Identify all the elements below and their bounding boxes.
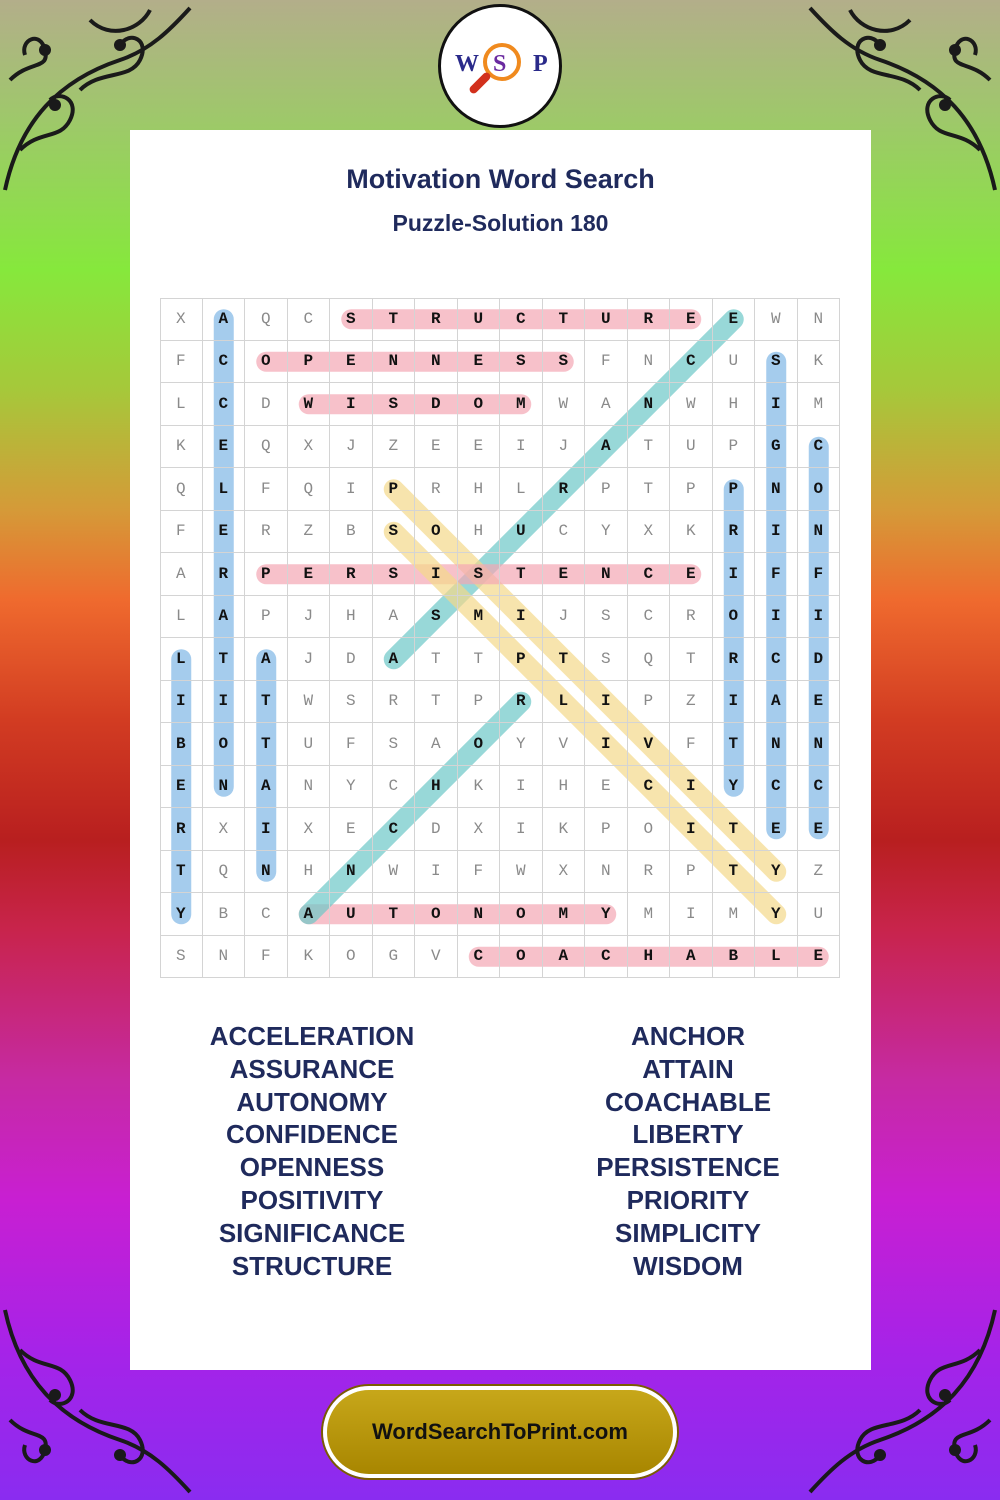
grid-cell[interactable]: K [288, 936, 331, 979]
word-list-item: COACHABLE [604, 1086, 772, 1117]
grid-cell[interactable]: T [543, 638, 586, 681]
grid-cell[interactable]: M [543, 893, 586, 936]
word-list-item: CONFIDENCE [226, 1119, 398, 1150]
grid-cell[interactable]: A [245, 638, 288, 681]
grid-cell[interactable]: Y [160, 893, 203, 936]
grid-cell[interactable]: K [670, 511, 713, 554]
grid-cell[interactable]: I [755, 596, 798, 639]
grid-cell[interactable]: C [755, 766, 798, 809]
grid-cell[interactable]: T [245, 723, 288, 766]
grid-cell[interactable]: P [585, 468, 628, 511]
grid-cell[interactable]: O [628, 808, 671, 851]
grid-cell[interactable]: H [458, 511, 501, 554]
grid-cell[interactable]: R [373, 681, 416, 724]
grid-cell[interactable]: G [373, 936, 416, 979]
grid-cell[interactable]: F [798, 553, 841, 596]
grid-cell[interactable]: M [628, 893, 671, 936]
grid-cell[interactable]: D [798, 638, 841, 681]
grid-cell[interactable]: E [713, 298, 756, 341]
grid-cell[interactable]: H [713, 383, 756, 426]
grid-cell[interactable]: S [373, 723, 416, 766]
grid-cell[interactable]: C [245, 893, 288, 936]
grid-cell[interactable]: I [500, 808, 543, 851]
grid-cell[interactable]: I [500, 426, 543, 469]
grid-cell[interactable]: I [415, 851, 458, 894]
grid-cell[interactable]: Q [288, 468, 331, 511]
grid-cell[interactable]: N [245, 851, 288, 894]
grid-cell[interactable]: H [288, 851, 331, 894]
grid-cell[interactable]: X [288, 426, 331, 469]
grid-cell[interactable]: H [415, 766, 458, 809]
grid-cell[interactable]: D [415, 383, 458, 426]
grid-cell[interactable]: O [500, 936, 543, 979]
grid-cell[interactable]: V [628, 723, 671, 766]
grid-cell[interactable]: E [585, 766, 628, 809]
word-list-item: OPENNESS [239, 1152, 385, 1183]
grid-cell[interactable]: D [415, 808, 458, 851]
word-list-right [538, 1020, 838, 1282]
grid-cell[interactable]: A [288, 893, 331, 936]
grid-cell[interactable]: E [755, 808, 798, 851]
grid-cell[interactable]: B [160, 723, 203, 766]
grid-cell[interactable]: E [203, 511, 246, 554]
page-subtitle: Puzzle-Solution 180 [392, 210, 609, 236]
grid-cell[interactable]: B [203, 893, 246, 936]
grid-cell[interactable]: P [585, 808, 628, 851]
word-list-item: SIGNIFICANCE [218, 1217, 406, 1248]
grid-cell[interactable]: T [713, 723, 756, 766]
grid-cell[interactable]: K [160, 426, 203, 469]
grid-cell[interactable]: O [458, 383, 501, 426]
grid-cell[interactable]: Q [245, 298, 288, 341]
grid-cell[interactable]: S [373, 511, 416, 554]
grid-cell[interactable]: Y [755, 851, 798, 894]
grid-cell[interactable]: C [458, 936, 501, 979]
grid-cell[interactable]: N [458, 893, 501, 936]
word-list-item: STRUCTURE [231, 1250, 393, 1281]
site-link-button[interactable] [323, 1386, 677, 1478]
grid-cell[interactable]: A [203, 596, 246, 639]
grid-cell[interactable]: F [330, 723, 373, 766]
grid-cell[interactable]: J [330, 426, 373, 469]
grid-cell[interactable]: D [330, 638, 373, 681]
grid-cell[interactable]: P [713, 426, 756, 469]
grid-cell[interactable]: T [415, 681, 458, 724]
grid-cell[interactable]: A [585, 383, 628, 426]
grid-cell[interactable]: W [670, 383, 713, 426]
grid-cell[interactable]: R [543, 468, 586, 511]
grid-cell[interactable]: A [160, 553, 203, 596]
grid-cell[interactable]: L [755, 936, 798, 979]
grid-cell[interactable]: H [628, 936, 671, 979]
grid-cell[interactable]: T [415, 638, 458, 681]
word-list-left [162, 1020, 462, 1282]
grid-cell[interactable]: R [415, 468, 458, 511]
grid-cell[interactable]: R [500, 681, 543, 724]
grid-cell[interactable]: L [160, 638, 203, 681]
grid-cell[interactable]: N [203, 766, 246, 809]
grid-cell[interactable]: A [373, 638, 416, 681]
grid-cell[interactable]: W [543, 383, 586, 426]
grid-cell[interactable]: N [585, 553, 628, 596]
grid-cell[interactable]: A [543, 936, 586, 979]
grid-cell[interactable]: F [670, 723, 713, 766]
grid-cell[interactable]: P [245, 553, 288, 596]
grid-cell[interactable]: Q [245, 426, 288, 469]
grid-cell[interactable]: Q [160, 468, 203, 511]
page-title: Motivation Word Search [346, 164, 655, 194]
grid-cell[interactable]: N [415, 341, 458, 384]
grid-cell[interactable]: P [628, 681, 671, 724]
grid-cell[interactable]: S [755, 341, 798, 384]
grid-cell[interactable]: J [543, 426, 586, 469]
grid-cell[interactable]: A [755, 681, 798, 724]
grid-cell[interactable]: E [458, 426, 501, 469]
grid-cell[interactable]: E [670, 298, 713, 341]
grid-cell[interactable]: A [585, 426, 628, 469]
grid-cell[interactable]: E [330, 341, 373, 384]
grid-cell[interactable]: E [203, 426, 246, 469]
grid-cell[interactable]: E [670, 553, 713, 596]
grid-cell[interactable]: N [288, 766, 331, 809]
grid-cell[interactable]: S [500, 341, 543, 384]
grid-cell[interactable]: I [203, 681, 246, 724]
grid-cell[interactable]: K [458, 766, 501, 809]
grid-cell[interactable]: F [755, 553, 798, 596]
grid-cell[interactable]: I [670, 808, 713, 851]
grid-cell[interactable]: O [415, 893, 458, 936]
grid-cell[interactable]: N [798, 723, 841, 766]
grid-cell[interactable]: E [160, 766, 203, 809]
grid-cell[interactable]: N [585, 851, 628, 894]
grid-cell[interactable]: X [458, 808, 501, 851]
grid-cell[interactable]: C [203, 341, 246, 384]
grid-cell[interactable]: R [160, 808, 203, 851]
grid-cell[interactable]: I [798, 596, 841, 639]
grid-cell[interactable]: L [500, 468, 543, 511]
grid-cell[interactable]: O [203, 723, 246, 766]
grid-cell[interactable]: U [458, 298, 501, 341]
grid-cell[interactable]: X [160, 298, 203, 341]
grid-cell[interactable]: U [670, 426, 713, 469]
grid-cell[interactable]: P [670, 468, 713, 511]
grid-cell[interactable]: N [330, 851, 373, 894]
grid-cell[interactable]: R [628, 851, 671, 894]
grid-cell[interactable]: F [160, 341, 203, 384]
grid-cell[interactable]: O [245, 341, 288, 384]
grid-cell[interactable]: H [330, 596, 373, 639]
word-list-item: ANCHOR [630, 1021, 746, 1051]
grid-cell[interactable]: C [203, 383, 246, 426]
grid-cell[interactable]: P [373, 468, 416, 511]
grid-cell[interactable]: K [798, 341, 841, 384]
grid-cell[interactable]: N [798, 511, 841, 554]
grid-cell[interactable]: D [245, 383, 288, 426]
grid-cell[interactable]: X [628, 511, 671, 554]
grid-cell[interactable]: R [245, 511, 288, 554]
grid-cell[interactable]: H [458, 468, 501, 511]
grid-cell[interactable]: P [245, 596, 288, 639]
grid-cell[interactable]: W [373, 851, 416, 894]
grid-cell[interactable]: N [628, 383, 671, 426]
grid-cell[interactable]: L [543, 681, 586, 724]
grid-cell[interactable]: W [288, 681, 331, 724]
grid-cell[interactable]: T [628, 468, 671, 511]
grid-cell[interactable]: Y [755, 893, 798, 936]
grid-cell[interactable]: T [373, 298, 416, 341]
grid-cell[interactable]: C [543, 511, 586, 554]
grid-cell[interactable]: T [628, 426, 671, 469]
grid-cell[interactable]: J [288, 638, 331, 681]
grid-cell[interactable]: R [628, 298, 671, 341]
grid-cell[interactable]: M [500, 383, 543, 426]
grid-cell[interactable]: L [160, 596, 203, 639]
logo-letter-w: W [455, 51, 479, 77]
grid-cell[interactable]: R [203, 553, 246, 596]
grid-cell[interactable]: X [543, 851, 586, 894]
grid-cell[interactable]: T [670, 638, 713, 681]
grid-cell[interactable]: T [713, 808, 756, 851]
grid-cell[interactable]: Y [585, 893, 628, 936]
grid-cell[interactable]: C [798, 766, 841, 809]
word-list-item: PERSISTENCE [596, 1152, 780, 1183]
grid-cell[interactable]: G [755, 426, 798, 469]
grid-cell[interactable]: I [330, 468, 373, 511]
grid-cell[interactable]: M [798, 383, 841, 426]
word-list-item: LIBERTY [632, 1119, 744, 1150]
grid-cell[interactable]: C [373, 766, 416, 809]
grid-cell[interactable]: U [713, 341, 756, 384]
grid-cell[interactable]: C [798, 426, 841, 469]
grid-cell[interactable]: N [798, 298, 841, 341]
grid-cell[interactable]: C [288, 298, 331, 341]
logo-letter-s: S [493, 51, 507, 77]
grid-cell[interactable]: K [543, 808, 586, 851]
grid-cell[interactable]: C [628, 553, 671, 596]
grid-cell[interactable]: I [500, 766, 543, 809]
grid-cell[interactable]: F [245, 468, 288, 511]
grid-cell[interactable]: E [330, 808, 373, 851]
grid-cell[interactable]: I [670, 766, 713, 809]
grid-cell[interactable]: A [670, 936, 713, 979]
grid-cell[interactable]: L [160, 383, 203, 426]
grid-cell[interactable]: B [713, 936, 756, 979]
grid-cell[interactable]: C [628, 596, 671, 639]
grid-cell[interactable]: E [288, 553, 331, 596]
grid-cell[interactable]: I [160, 681, 203, 724]
grid-cell[interactable]: R [415, 298, 458, 341]
grid-cell[interactable]: I [245, 808, 288, 851]
grid-cell[interactable]: Y [330, 766, 373, 809]
grid-cell[interactable]: I [500, 596, 543, 639]
word-search-grid [160, 298, 840, 978]
grid-cell[interactable]: P [713, 468, 756, 511]
grid-cell[interactable]: U [585, 298, 628, 341]
grid-cell[interactable]: F [245, 936, 288, 979]
grid-cell[interactable]: N [628, 341, 671, 384]
grid-cell[interactable]: J [543, 596, 586, 639]
grid-cell[interactable]: Y [585, 511, 628, 554]
grid-cell[interactable]: O [330, 936, 373, 979]
grid-cell[interactable]: R [713, 511, 756, 554]
grid-cell[interactable]: S [373, 383, 416, 426]
grid-cell[interactable]: F [585, 341, 628, 384]
grid-cell[interactable]: E [798, 936, 841, 979]
logo-letter-p: P [533, 51, 548, 77]
grid-cell[interactable]: A [203, 298, 246, 341]
grid-cell[interactable]: R [713, 638, 756, 681]
grid-cell[interactable]: C [500, 298, 543, 341]
grid-cell[interactable]: Q [628, 638, 671, 681]
grid-cell[interactable]: Z [798, 851, 841, 894]
grid-cell[interactable]: T [203, 638, 246, 681]
grid-cell[interactable]: E [798, 681, 841, 724]
grid-cell[interactable]: R [330, 553, 373, 596]
grid-cell[interactable]: P [500, 638, 543, 681]
grid-cell[interactable]: U [798, 893, 841, 936]
grid-cell[interactable]: I [585, 723, 628, 766]
grid-cell[interactable]: I [755, 511, 798, 554]
wsp-logo[interactable] [438, 4, 562, 128]
word-list-item: ASSURANCE [229, 1053, 395, 1084]
grid-cell[interactable]: H [543, 766, 586, 809]
word-list-item: ATTAIN [642, 1053, 734, 1084]
word-list-item: AUTONOMY [236, 1086, 388, 1117]
grid-cell[interactable]: I [415, 553, 458, 596]
grid-cell[interactable]: A [415, 723, 458, 766]
grid-cell[interactable]: E [798, 808, 841, 851]
grid-cell[interactable]: I [713, 681, 756, 724]
grid-cell[interactable]: I [330, 383, 373, 426]
grid-cell[interactable]: U [500, 511, 543, 554]
grid-cell[interactable]: F [458, 851, 501, 894]
grid-cell[interactable]: Y [713, 766, 756, 809]
grid-cell[interactable]: T [458, 638, 501, 681]
grid-cell[interactable]: X [288, 808, 331, 851]
grid-cell[interactable]: S [458, 553, 501, 596]
word-list-item: WISDOM [633, 1250, 743, 1281]
grid-cell[interactable]: P [288, 341, 331, 384]
grid-cell[interactable]: Z [373, 426, 416, 469]
grid-cell[interactable]: Z [288, 511, 331, 554]
grid-cell[interactable]: I [713, 553, 756, 596]
grid-cell[interactable]: S [415, 596, 458, 639]
grid-cell[interactable]: S [585, 638, 628, 681]
grid-cell[interactable]: I [755, 383, 798, 426]
grid-cell[interactable]: C [755, 638, 798, 681]
grid-cell[interactable]: T [160, 851, 203, 894]
grid-cell[interactable]: E [543, 553, 586, 596]
word-list-item: SIMPLICITY [615, 1217, 761, 1248]
grid-cell[interactable]: C [373, 808, 416, 851]
grid-cell[interactable]: A [245, 766, 288, 809]
word-list-item: ACCELERATION [209, 1021, 415, 1051]
grid-cell[interactable]: Y [500, 723, 543, 766]
grid-cell[interactable]: F [160, 511, 203, 554]
grid-cell[interactable]: T [500, 553, 543, 596]
grid-cell[interactable]: B [330, 511, 373, 554]
grid-cell[interactable]: Q [203, 851, 246, 894]
grid-cell[interactable]: O [458, 723, 501, 766]
grid-cell[interactable]: T [543, 298, 586, 341]
grid-cell[interactable]: E [458, 341, 501, 384]
grid-cell[interactable]: T [713, 851, 756, 894]
grid-cell[interactable]: P [670, 851, 713, 894]
grid-cell[interactable]: U [288, 723, 331, 766]
site-link-label: WordSearchToPrint.com [372, 1419, 628, 1444]
grid-cell[interactable]: C [628, 766, 671, 809]
grid-cell[interactable]: A [373, 596, 416, 639]
grid-cell[interactable]: R [670, 596, 713, 639]
grid-cell[interactable]: V [415, 936, 458, 979]
grid-cell[interactable]: E [415, 426, 458, 469]
grid-cell[interactable]: L [203, 468, 246, 511]
grid-cell[interactable]: Z [670, 681, 713, 724]
grid-cell[interactable]: O [798, 468, 841, 511]
grid-cell[interactable]: M [713, 893, 756, 936]
grid-cell[interactable]: M [458, 596, 501, 639]
grid-cell[interactable]: W [755, 298, 798, 341]
grid-cell[interactable]: N [373, 341, 416, 384]
word-list-item: PRIORITY [626, 1184, 750, 1215]
grid-cell[interactable]: C [585, 936, 628, 979]
grid-cell[interactable]: T [245, 681, 288, 724]
grid-cell[interactable]: W [288, 383, 331, 426]
grid-cell[interactable]: N [755, 723, 798, 766]
grid-cell[interactable]: O [500, 893, 543, 936]
grid-cell[interactable]: J [288, 596, 331, 639]
grid-cell[interactable]: S [585, 596, 628, 639]
grid-cell[interactable]: W [500, 851, 543, 894]
grid-cell[interactable]: S [160, 936, 203, 979]
grid-cell[interactable]: O [415, 511, 458, 554]
grid-cell[interactable]: I [670, 893, 713, 936]
grid-cell[interactable]: C [670, 341, 713, 384]
grid-cell[interactable]: I [585, 681, 628, 724]
word-list-item: POSITIVITY [240, 1184, 384, 1215]
grid-cell[interactable]: O [713, 596, 756, 639]
grid-cell[interactable]: S [330, 298, 373, 341]
grid-cell[interactable]: U [330, 893, 373, 936]
grid-cell[interactable]: S [373, 553, 416, 596]
grid-cell[interactable]: N [755, 468, 798, 511]
grid-cell[interactable]: P [458, 681, 501, 724]
grid-cell[interactable]: V [543, 723, 586, 766]
grid-cell[interactable]: S [543, 341, 586, 384]
grid-cell[interactable]: X [203, 808, 246, 851]
grid-cell[interactable]: N [203, 936, 246, 979]
grid-cell[interactable]: S [330, 681, 373, 724]
grid-cell[interactable]: T [373, 893, 416, 936]
